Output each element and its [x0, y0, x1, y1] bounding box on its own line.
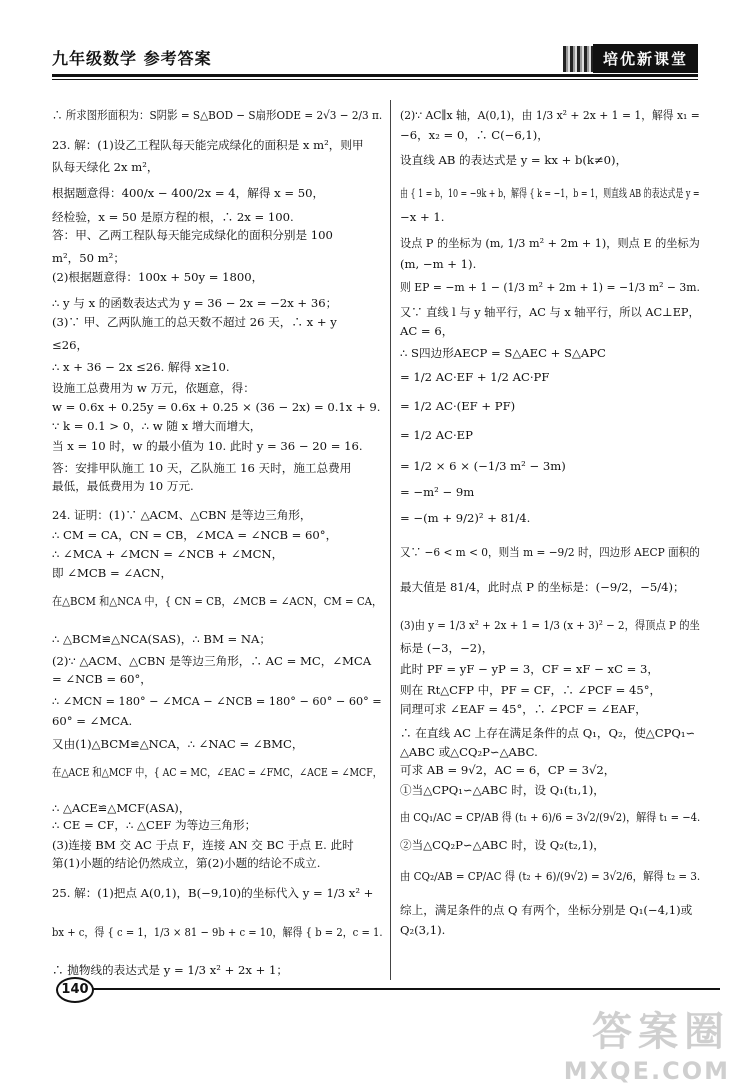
text-line: = 1/2 AC·(EF + PF) — [400, 399, 516, 413]
text-line: ∴ △BCM≌△NCA(SAS)，∴ BM = NA； — [52, 632, 272, 646]
text-line: = ∠NCB = 60°， — [52, 672, 152, 686]
text-line: = 1/2 AC·EP — [400, 428, 473, 442]
text-line: (2)∵ AC∥x 轴，A(0,1)，由 1/3 x² + 2x + 1 = 1，解得 x₁ = — [400, 108, 700, 122]
text-line: (2)根据题意得：100x + 50y = 1800， — [52, 270, 264, 284]
page-header-title: 九年级数学 参考答案 — [52, 49, 212, 68]
text-line: w = 0.6x + 0.25y = 0.6x + 0.25 × (36 − 2x) = 0.1x + 9. — [52, 400, 381, 414]
text-line: 设施工总费用为 w 万元，依题意，得： — [52, 381, 255, 395]
text-line: 则 EP = −m + 1 − (1/3 m² + 2m + 1) = −1/3 m² − 3m. — [400, 280, 700, 294]
text-line: 又由(1)△BCM≌△NCA，∴ ∠NAC = ∠BMC， — [52, 737, 304, 751]
text-line: (m, −m + 1). — [400, 257, 477, 271]
text-line: ②当△CQ₂P∽△ABC 时，设 Q₂(t₂,1)， — [400, 838, 605, 852]
footer-rule — [60, 988, 720, 990]
column-divider — [390, 100, 391, 980]
text-line: AC = 6， — [400, 324, 454, 338]
header-rule-thin — [52, 79, 698, 80]
text-line: ∴ y 与 x 的函数表达式为 y = 36 − 2x = −2x + 36； — [52, 296, 338, 310]
text-line: 队每天绿化 2x m²， — [52, 160, 159, 174]
text-line: 25. 解：(1)把点 A(0,1)，B(−9,10)的坐标代入 y = 1/3 x² + — [52, 886, 374, 900]
text-line: 60° = ∠MCA. — [52, 714, 133, 728]
text-line: 当 x = 10 时，w 的最小值为 10. 此时 y = 36 − 20 = 16. — [52, 439, 363, 453]
text-line: (3)由 y = 1/3 x² + 2x + 1 = 1/3 (x + 3)² − 2，得顶点 P 的坐 — [400, 618, 700, 632]
page-number: 140 — [56, 977, 94, 1003]
text-line: △ABC 或△CQ₂P∽△ABC. — [400, 745, 538, 759]
text-line: ∵ k = 0.1 > 0，∴ w 随 x 增大而增大， — [52, 419, 262, 433]
watermark-domain: MXQE.COM — [563, 1057, 730, 1085]
text-line: 在△BCM 和△NCA 中，{ CN = CB，∠MCB = ∠ACN，CM = CA， — [52, 594, 383, 608]
text-line: 设直线 AB 的表达式是 y = kx + b(k≠0)， — [400, 153, 628, 167]
text-line: 又∵ −6 < m < 0，则当 m = −9/2 时，四边形 AECP 面积的 — [400, 545, 700, 559]
text-line: 又∵ 直线 l 与 y 轴平行，AC 与 x 轴平行，所以 AC⊥EP， — [400, 305, 700, 319]
brand-label: 培优新课堂 — [593, 44, 698, 73]
text-line: = −(m + 9/2)² + 81/4. — [400, 511, 531, 525]
text-line: −6，x₂ = 0，∴ C(−6,1)， — [400, 128, 549, 142]
text-line: Q₂(3,1). — [400, 923, 446, 937]
text-line: 由 CQ₂/AB = CP/AC 得 (t₂ + 6)/(9√2) = 3√2/6，解得 t₂ = 3. — [400, 869, 701, 883]
text-line: 同理可求 ∠EAF = 45°，∴ ∠PCF = ∠EAF， — [400, 702, 647, 716]
text-line: ∴ 抛物线的表达式是 y = 1/3 x² + 2x + 1； — [52, 963, 288, 977]
text-line: ∴ △ACE≌△MCF(ASA)， — [52, 801, 191, 815]
text-line: bx + c，得 { c = 1，1/3 × 81 − 9b + c = 10，解得 { b = 2，c = 1. — [52, 925, 383, 939]
text-line: 可求 AB = 9√2，AC = 6，CP = 3√2， — [400, 763, 616, 777]
text-line: ∴ S四边形AECP = S△AEC + S△APC — [400, 346, 606, 360]
text-line: 由 CQ₁/AC = CP/AB 得 (t₁ + 6)/6 = 3√2/(9√2)，解得 t₁ = −4. — [400, 810, 701, 824]
text-line: 即 ∠MCB = ∠ACN， — [52, 566, 173, 580]
text-line: ∴ CM = CA，CN = CB，∠MCA = ∠NCB = 60°， — [52, 528, 338, 542]
text-line: ∴ 在直线 AC 上存在满足条件的点 Q₁，Q₂，使△CPQ₁∽ — [400, 726, 696, 740]
text-line: ∴ 所求图形面积为：S阴影 = S△BOD − S扇形ODE = 2√3 − 2/3 π. — [52, 108, 383, 122]
header-rule — [52, 74, 698, 77]
text-line: 由 { 1 = b，10 = −9k + b，解得 { k = −1，b = 1，则直线 AB 的表达式是 y = — [400, 186, 700, 200]
text-line: 设点 P 的坐标为 (m, 1/3 m² + 2m + 1)，则点 E 的坐标为 — [400, 236, 700, 250]
text-line: (3)∵ 甲、乙两队施工的总天数不超过 26 天，∴ x + y — [52, 315, 337, 329]
text-line: ∴ CE = CF，∴ △CEF 为等边三角形； — [52, 818, 257, 832]
text-line: 最大值是 81/4，此时点 P 的坐标是：(−9/2，−5/4)； — [400, 580, 685, 594]
text-line: 23. 解：(1)设乙工程队每天能完成绿化的面积是 x m²，则甲 — [52, 138, 364, 152]
text-line: 标是 (−3，−2)， — [400, 641, 494, 655]
text-line: 第(1)小题的结论仍然成立，第(2)小题的结论不成立. — [52, 856, 321, 870]
brand-stripes-icon — [563, 46, 593, 72]
text-line: 根据题意得：400/x − 400/2x = 4，解得 x = 50， — [52, 186, 325, 200]
text-line: ∴ ∠MCA + ∠MCN = ∠NCB + ∠MCN， — [52, 547, 284, 561]
text-line: 24. 证明：(1)∵ △ACM、△CBN 是等边三角形， — [52, 508, 312, 522]
text-line: 综上，满足条件的点 Q 有两个，坐标分别是 Q₁(−4,1)或 — [400, 903, 693, 917]
brand-badge — [563, 44, 698, 73]
text-line: 经检验，x = 50 是原方程的根，∴ 2x = 100. — [52, 210, 294, 224]
text-line: (2)∵ △ACM、△CBN 是等边三角形，∴ AC = MC，∠MCA — [52, 654, 372, 668]
text-line: = 1/2 AC·EF + 1/2 AC·PF — [400, 370, 550, 384]
text-line: ∴ x + 36 − 2x ≤26. 解得 x≥10. — [52, 360, 230, 374]
text-line: = 1/2 × 6 × (−1/3 m² − 3m) — [400, 459, 566, 473]
text-line: 答：安排甲队施工 10 天，乙队施工 16 天时，施工总费用 — [52, 461, 352, 475]
watermark — [564, 1000, 730, 1085]
text-line: −x + 1. — [400, 210, 445, 224]
text-line: ∴ ∠MCN = 180° − ∠MCA − ∠NCB = 180° − 60° − 60° = — [52, 694, 382, 708]
text-line: 最低，最低费用为 10 万元. — [52, 479, 194, 493]
text-line: 在△ACE 和△MCF 中，{ AC = MC，∠EAC = ∠FMC，∠ACE = ∠MCF， — [52, 765, 383, 779]
text-line: 此时 PF = yF − yP = 3，CF = xF − xC = 3， — [400, 662, 660, 676]
text-line: (3)连接 BM 交 AC 于点 F，连接 AN 交 BC 于点 E. 此时 — [52, 838, 354, 852]
watermark-text: 答案圈 — [592, 1009, 730, 1055]
text-line: = −m² − 9m — [400, 485, 475, 499]
text-line: 则在 Rt△CFP 中，PF = CF，∴ ∠PCF = 45°， — [400, 683, 662, 697]
text-line: m²，50 m²； — [52, 251, 125, 265]
text-line: ①当△CPQ₁∽△ABC 时，设 Q₁(t₁,1)， — [400, 783, 605, 797]
text-line: 答：甲、乙两工程队每天能完成绿化的面积分别是 100 — [52, 228, 333, 242]
text-line: ≤26， — [52, 338, 89, 352]
